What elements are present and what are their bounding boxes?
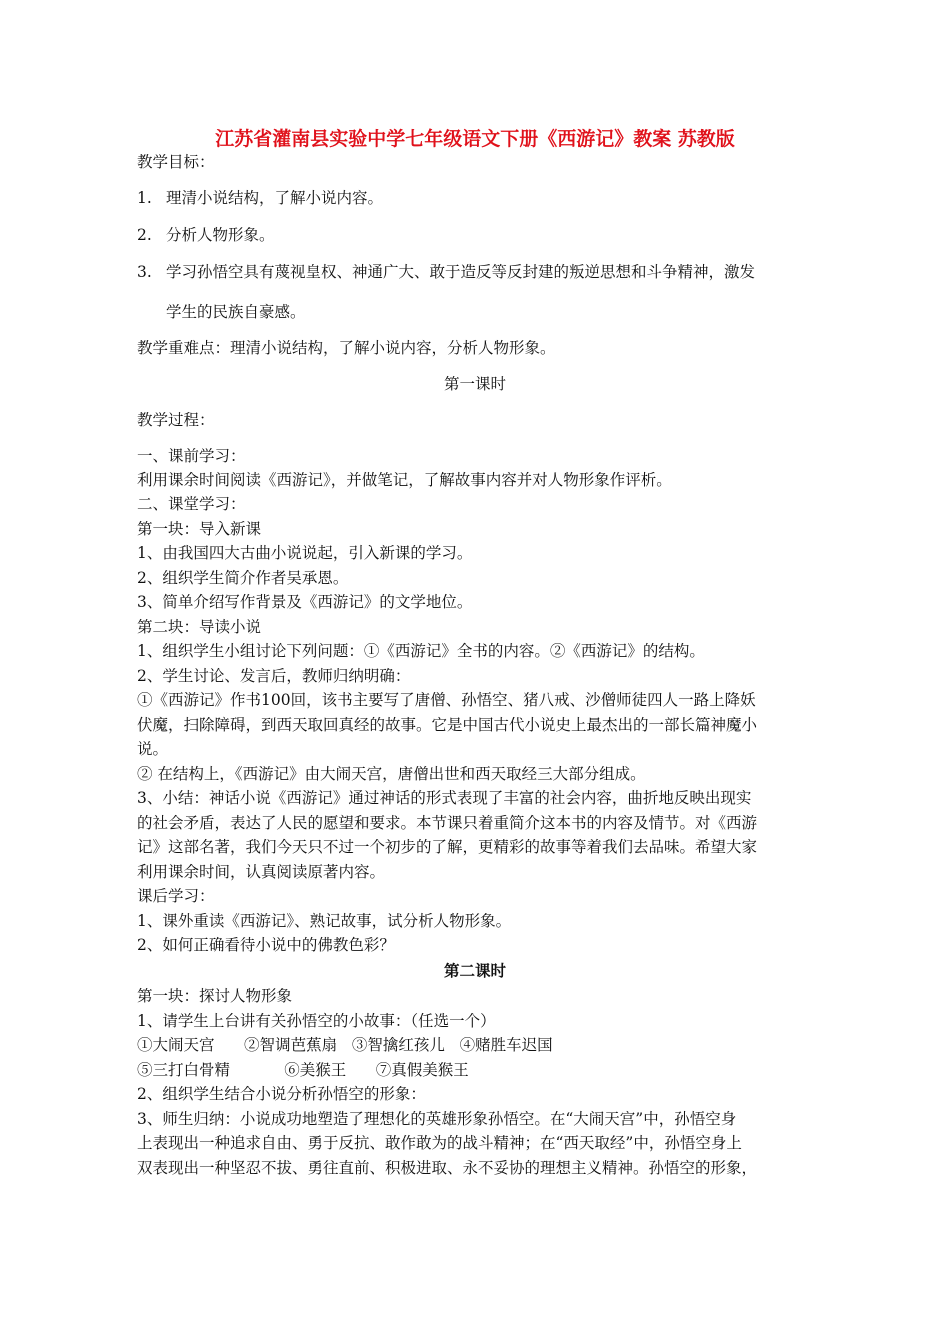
goal-text: 学习孙悟空具有蔑视皇权、神通广大、敢于造反等反封建的叛逆思想和斗争精神，激发 (166, 263, 756, 281)
body-line: 3、简单介绍写作背景及《西游记》的文学地位。 (137, 593, 473, 611)
lesson-1-heading: 第一课时 (443, 375, 506, 393)
body-line: 记》这部名著，我们今天只不过一个初步的了解，更精彩的故事等着我们去品味。希望大家 (137, 838, 758, 856)
body-line: ①《西游记》作书100回，该书主要写了唐僧、孙悟空、猪八戒、沙僧师徒四人一路上降妖 (137, 691, 756, 709)
body-line: 3、小结：神话小说《西游记》通过神话的形式表现了丰富的社会内容，曲折地反映出现实 (137, 789, 752, 807)
body-line: 1、由我国四大古曲小说说起，引入新课的学习。 (137, 544, 473, 562)
body-line: 利用课余时间，认真阅读原著内容。 (137, 863, 386, 881)
body-line: 伏魔，扫除障碍，到西天取回真经的故事。它是中国古代小说史上最杰出的一部长篇神魔小 (137, 716, 758, 734)
body-line: ② 在结构上，《西游记》由大闹天宫，唐僧出世和西天取经三大部分组成。 (137, 765, 646, 783)
body-line: 1、课外重读《西游记》、熟记故事，试分析人物形象。 (137, 912, 512, 930)
process-heading: 教学过程： (137, 411, 215, 429)
goal-number: 1. (137, 189, 152, 207)
body-line: 1、请学生上台讲有关孙悟空的小故事：（任选一个） (137, 1012, 496, 1030)
goal-number: 3. (137, 263, 152, 281)
body-line: 1、组织学生小组讨论下列问题：①《西游记》全书的内容。②《西游记》的结构。 (137, 642, 705, 660)
goal-number: 2. (137, 226, 152, 244)
body-line: 说。 (137, 740, 169, 758)
body-line: 第一块：探讨人物形象 (137, 987, 293, 1005)
body-line: 一、课前学习： (137, 447, 246, 465)
story-options: ⑤三打白骨精 ⑥美猴王 ⑦真假美猴王 (137, 1061, 469, 1079)
body-line: 第二块：导读小说 (137, 618, 262, 636)
body-line: 2、学生讨论、发言后，教师归纳明确： (137, 667, 411, 685)
body-line: 课后学习： (137, 887, 215, 905)
body-line: 2、组织学生简介作者吴承恩。 (137, 569, 349, 587)
body-line: 利用课余时间阅读《西游记》，并做笔记，了解故事内容并对人物形象作评析。 (137, 471, 672, 489)
document-title: 江苏省灌南县实验中学七年级语文下册《西游记》教案 苏教版 (215, 128, 735, 150)
body-line: 二、课堂学习： (137, 495, 246, 513)
key-points: 教学重难点：理清小说结构，了解小说内容，分析人物形象。 (137, 339, 556, 357)
goal-text: 分析人物形象。 (166, 226, 275, 244)
goal-text-continued: 学生的民族自豪感。 (166, 303, 306, 321)
story-options: ①大闹天宫 ②智调芭蕉扇 ③智擒红孩儿 ④赌胜车迟国 (137, 1036, 553, 1054)
body-line: 双表现出一种坚忍不拔、勇往直前、积极进取、永不妥协的理想主义精神。孙悟空的形象， (137, 1159, 758, 1177)
body-line: 2、如何正确看待小说中的佛教色彩？ (137, 936, 395, 954)
goal-text: 理清小说结构，了解小说内容。 (166, 189, 384, 207)
body-line: 上表现出一种追求自由、勇于反抗、敢作敢为的战斗精神；在“西天取经”中，孙悟空身上 (137, 1134, 742, 1152)
goals-heading: 教学目标： (137, 153, 215, 171)
body-line: 3、师生归纳：小说成功地塑造了理想化的英雄形象孙悟空。在“大闹天宫”中，孙悟空身 (137, 1110, 737, 1128)
lesson-2-heading: 第二课时 (443, 962, 506, 980)
body-line: 的社会矛盾，表达了人民的愿望和要求。本节课只着重简介这本书的内容及情节。对《西游 (137, 814, 758, 832)
body-line: 第一块：导入新课 (137, 520, 262, 538)
body-line: 2、组织学生结合小说分析孙悟空的形象： (137, 1085, 426, 1103)
